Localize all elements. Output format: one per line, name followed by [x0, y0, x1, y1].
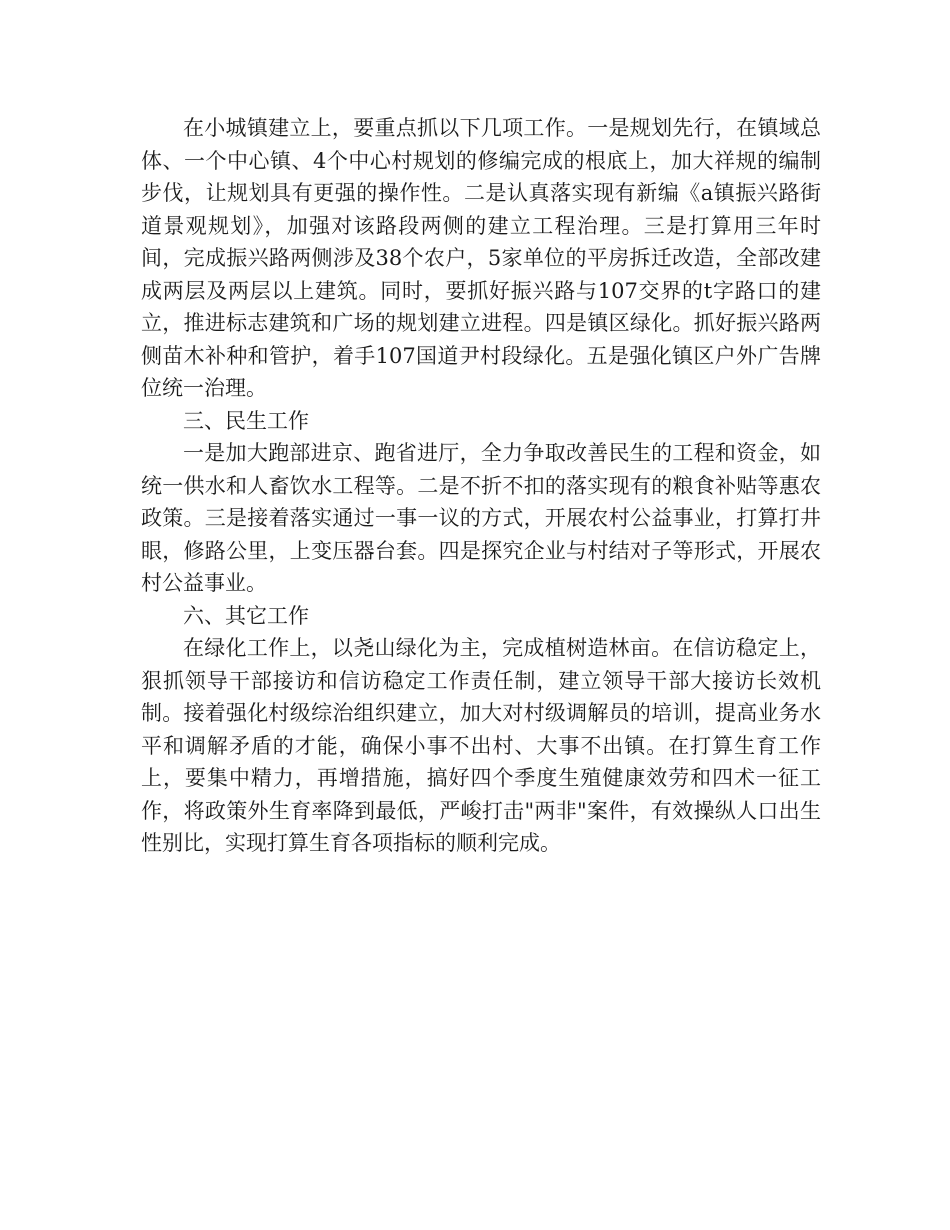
document-body — [141, 112, 821, 860]
section-heading-livelihood: 三、民生工作 — [183, 408, 309, 433]
paragraph-other-work: 在绿化工作上，以尧山绿化为主，完成植树造林亩。在信访稳定上，狠抓领导干部接访和信访稳定工作责任制，建立领导干部大接访长效机制。接着强化村级综治组织建立，加大对村级调解员的培训，提高业务水平和调解矛盾的才能，确保小事不出村、大事不出镇。在打算生育工作上，要集中精力，再增措施，搞好四个季度生殖健康效劳和四术一征工作，将政策外生育率降到最低，严峻打击"两非"案件，有效操纵人口出生性别比，实现打算生育各项指标的顺利完成。 — [141, 636, 821, 855]
paragraph-livelihood: 一是加大跑部进京、跑省进厅，全力争取改善民生的工程和资金，如统一供水和人畜饮水工程等。二是不折不扣的落实现有的粮食补贴等惠农政策。三是接着落实通过一事一议的方式，开展农村公益事业，打算打井眼，修路公里，上变压器台套。四是探究企业与村结对子等形式，开展农村公益事业。 — [141, 441, 821, 595]
section-heading-other-work: 六、其它工作 — [183, 603, 309, 628]
paragraph-town-construction: 在小城镇建立上，要重点抓以下几项工作。一是规划先行，在镇域总体、一个中心镇、4个中心村规划的修编完成的根底上，加大祥规的编制步伐，让规划具有更强的操作性。二是认真落实现有新编《a镇振兴路街道景观规划》，加强对该路段两侧的建立工程治理。三是打算用三年时间，完成振兴路两侧涉及38个农户，5家单位的平房拆迁改造，全部改建成两层及两层以上建筑。同时，要抓好振兴路与107交界的t字路口的建立，推进标志建筑和广场的规划建立进程。四是镇区绿化。抓好振兴路两侧苗木补种和管护，着手107国道尹村段绿化。五是强化镇区户外广告牌位统一治理。 — [141, 116, 821, 400]
